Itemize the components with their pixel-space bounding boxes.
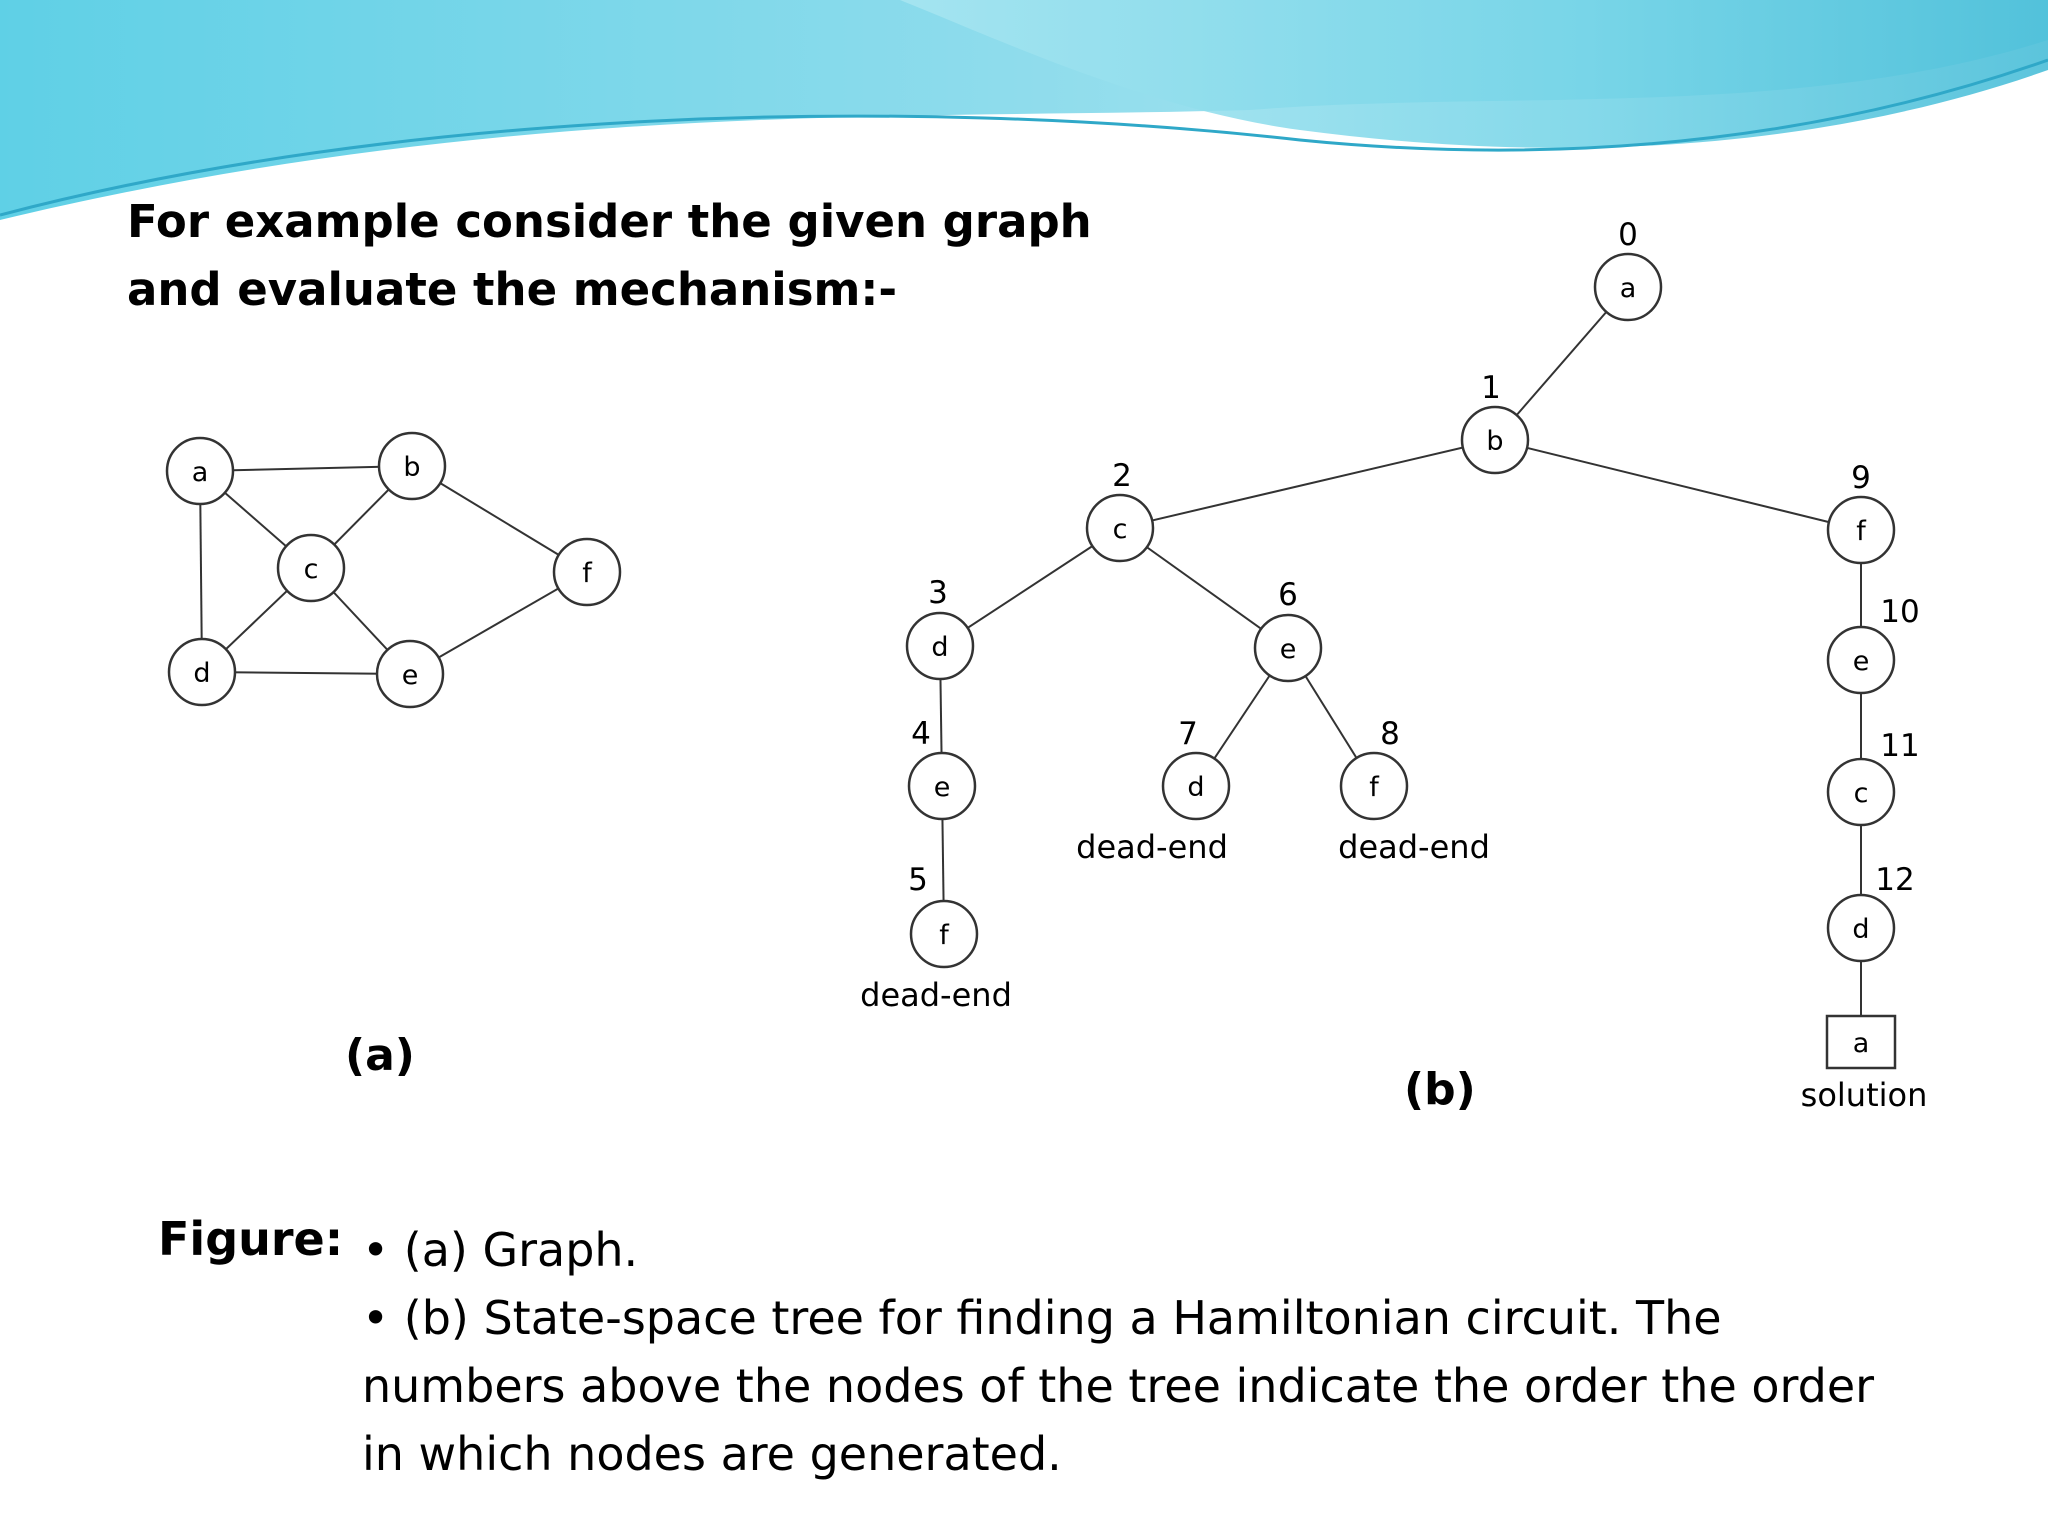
- state-space-tree: [860, 217, 1927, 1114]
- tree-node-label: c: [1853, 778, 1869, 809]
- tree-node-n3: [907, 575, 973, 679]
- tree-order-label: 6: [1278, 577, 1298, 613]
- tree-order-label: 11: [1880, 728, 1920, 764]
- tree-node-n1: [1462, 370, 1528, 473]
- graph-node-label: c: [303, 554, 319, 585]
- tree-edge-n1-n9: [1495, 440, 1861, 530]
- graph-node-a: [167, 438, 233, 504]
- tree-node-label: c: [1112, 514, 1128, 545]
- tree-node-n6: [1255, 577, 1321, 681]
- tree-node-label: f: [1369, 772, 1379, 803]
- tree-node-n0: [1595, 217, 1661, 320]
- tree-edge-n1-n2: [1120, 440, 1495, 528]
- tree-label-b: (b): [1404, 1064, 1476, 1115]
- graph-node-label: a: [191, 457, 209, 488]
- tree-order-label: 0: [1618, 217, 1638, 253]
- tree-note-label: dead-end: [1338, 828, 1490, 866]
- tree-node-label: f: [1856, 516, 1866, 547]
- figure-caption: [362, 1216, 1922, 1488]
- heading-line-2: and evaluate the mechanism:-: [127, 263, 898, 316]
- heading-line-1: For example consider the given graph: [127, 195, 1092, 248]
- tree-node-label: a: [1852, 1028, 1870, 1059]
- tree-node-label: e: [1852, 646, 1870, 677]
- tree-order-label: 2: [1112, 458, 1132, 494]
- graph-label-a: (a): [345, 1030, 415, 1081]
- figure-label: Figure:: [158, 1212, 344, 1266]
- tree-node-n13: [1801, 1016, 1928, 1114]
- tree-node-n10: [1828, 594, 1920, 693]
- tree-node-label: d: [1187, 772, 1205, 803]
- graph-node-f: [554, 539, 620, 605]
- tree-order-label: 7: [1178, 716, 1198, 752]
- tree-node-n2: [1087, 458, 1153, 561]
- tree-node-label: d: [1852, 914, 1870, 945]
- caption-line-2: • (b) State-space tree for finding a Hamiltonian circuit. The numbers above the nodes of the tree indicate the order the order in which nodes are generated.: [362, 1291, 1875, 1481]
- graph-node-c: [278, 535, 344, 601]
- caption-line-1: • (a) Graph.: [362, 1223, 639, 1277]
- tree-node-n12: [1828, 862, 1915, 961]
- tree-order-label: 1: [1481, 370, 1501, 406]
- graph-node-label: e: [401, 660, 419, 691]
- tree-note-label: dead-end: [860, 976, 1012, 1014]
- graph-node-b: [379, 433, 445, 499]
- graph-node-label: b: [403, 452, 421, 483]
- tree-order-label: 12: [1875, 862, 1915, 898]
- graph-a: [167, 433, 620, 707]
- tree-node-label: e: [933, 772, 951, 803]
- tree-node-label: a: [1619, 273, 1637, 304]
- tree-node-label: e: [1279, 634, 1297, 665]
- tree-note-label: dead-end: [1076, 828, 1228, 866]
- tree-node-n8: [1338, 716, 1490, 866]
- tree-node-n11: [1828, 728, 1920, 825]
- tree-order-label: 3: [928, 575, 948, 611]
- tree-order-label: 4: [911, 716, 931, 752]
- tree-node-label: b: [1486, 426, 1504, 457]
- tree-order-label: 10: [1880, 594, 1920, 630]
- tree-node-n7: [1076, 716, 1229, 866]
- graph-node-label: f: [582, 558, 592, 589]
- tree-node-label: d: [931, 632, 949, 663]
- graph-node-d: [169, 639, 235, 705]
- tree-order-label: 5: [908, 862, 928, 898]
- tree-order-label: 8: [1380, 716, 1400, 752]
- tree-node-n9: [1828, 460, 1894, 563]
- tree-node-n5: [860, 862, 1012, 1014]
- tree-node-label: f: [939, 920, 949, 951]
- tree-order-label: 9: [1851, 460, 1871, 496]
- graph-node-e: [377, 641, 443, 707]
- graph-node-label: d: [193, 658, 211, 689]
- tree-note-label: solution: [1800, 1076, 1928, 1114]
